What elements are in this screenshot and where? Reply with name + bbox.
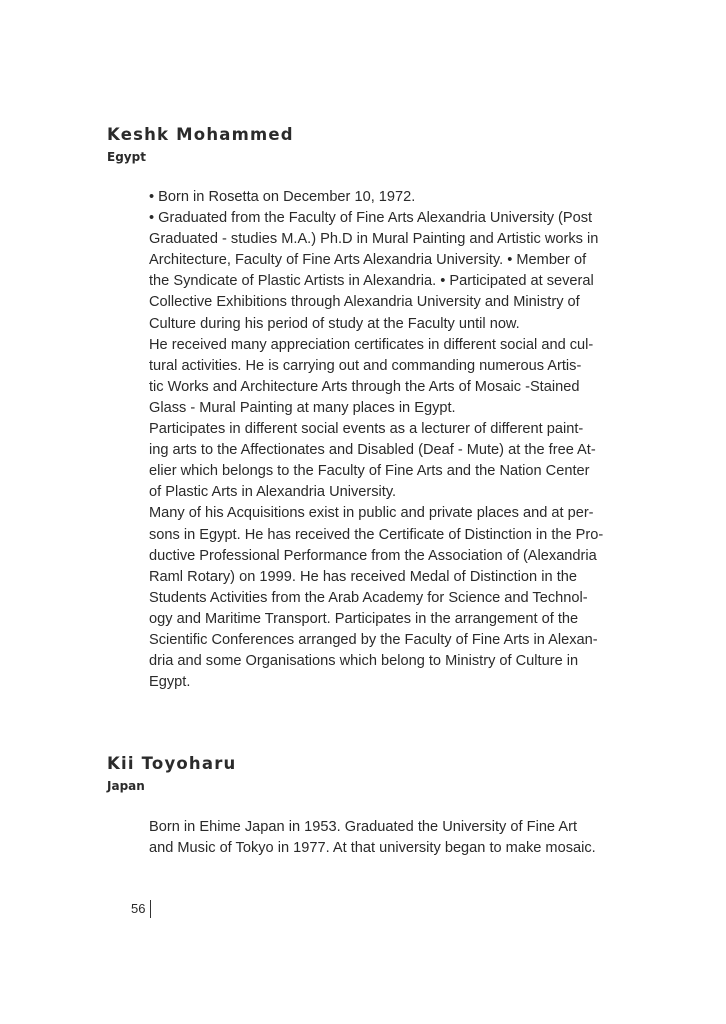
- bio-line: elier which belongs to the Faculty of Fine Arts and the Nation Center: [149, 463, 590, 480]
- bio-line: Glass - Mural Painting at many places in Egypt.: [149, 399, 456, 416]
- bio-line: of Plastic Arts in Alexandria University.: [149, 484, 397, 501]
- bio-line: Collective Exhibitions through Alexandria University and Ministry of: [149, 294, 580, 311]
- bio-line: Graduated - studies M.A.) Ph.D in Mural Painting and Artistic works in: [149, 231, 599, 248]
- bio-line: • Graduated from the Faculty of Fine Arts Alexandria University (Post: [149, 210, 593, 227]
- artist-name: Kii Toyoharu: [107, 754, 237, 773]
- bio-line: and Music of Tokyo in 1977. At that university began to make mosaic.: [149, 840, 596, 857]
- bio-line: Participates in different social events as a lecturer of different paint-: [149, 421, 584, 438]
- bio-line: Students Activities from the Arab Academy for Science and Technol-: [149, 589, 588, 606]
- bio-line: Egypt.: [149, 674, 191, 691]
- bio-line: sons in Egypt. He has received the Certificate of Distinction in the Pro-: [149, 526, 604, 543]
- bio-line: the Syndicate of Plastic Artists in Alexandria. • Participated at several: [149, 273, 594, 290]
- bio-line: ing arts to the Affectionates and Disabled (Deaf - Mute) at the free At-: [149, 442, 596, 459]
- bio-line: Born in Ehime Japan in 1953. Graduated the University of Fine Art: [149, 819, 577, 835]
- bio-line: ductive Professional Performance from the Association of (Alexandria: [149, 547, 597, 564]
- artist-bio: [149, 817, 596, 859]
- bio-line: Many of his Acquisitions exist in public and private places and at per-: [149, 505, 594, 522]
- bio-line: ogy and Maritime Transport. Participates in the arrangement of the: [149, 610, 579, 627]
- bio-line: tic Works and Architecture Arts through the Arts of Mosaic -Stained: [149, 378, 580, 395]
- artist-bio: [149, 187, 604, 693]
- artist-country: Egypt: [107, 150, 146, 164]
- artist-country: Japan: [107, 779, 145, 793]
- bio-line: tural activities. He is carrying out and commanding numerous Artis-: [149, 357, 582, 374]
- bio-line: Scientific Conferences arranged by the Faculty of Fine Arts in Alexan-: [149, 631, 598, 648]
- bio-line: • Born in Rosetta on December 10, 1972.: [149, 189, 416, 205]
- page-number: 56: [131, 900, 151, 918]
- artist-name: Keshk Mohammed: [107, 125, 294, 144]
- bio-line: Architecture, Faculty of Fine Arts Alexandria University. • Member of: [149, 252, 587, 269]
- bio-line: He received many appreciation certificates in different social and cul-: [149, 336, 594, 353]
- bio-line: dria and some Organisations which belong to Ministry of Culture in: [149, 653, 579, 670]
- bio-line: Culture during his period of study at the Faculty until now.: [149, 315, 520, 332]
- bio-line: Raml Rotary) on 1999. He has received Medal of Distinction in the: [149, 568, 577, 585]
